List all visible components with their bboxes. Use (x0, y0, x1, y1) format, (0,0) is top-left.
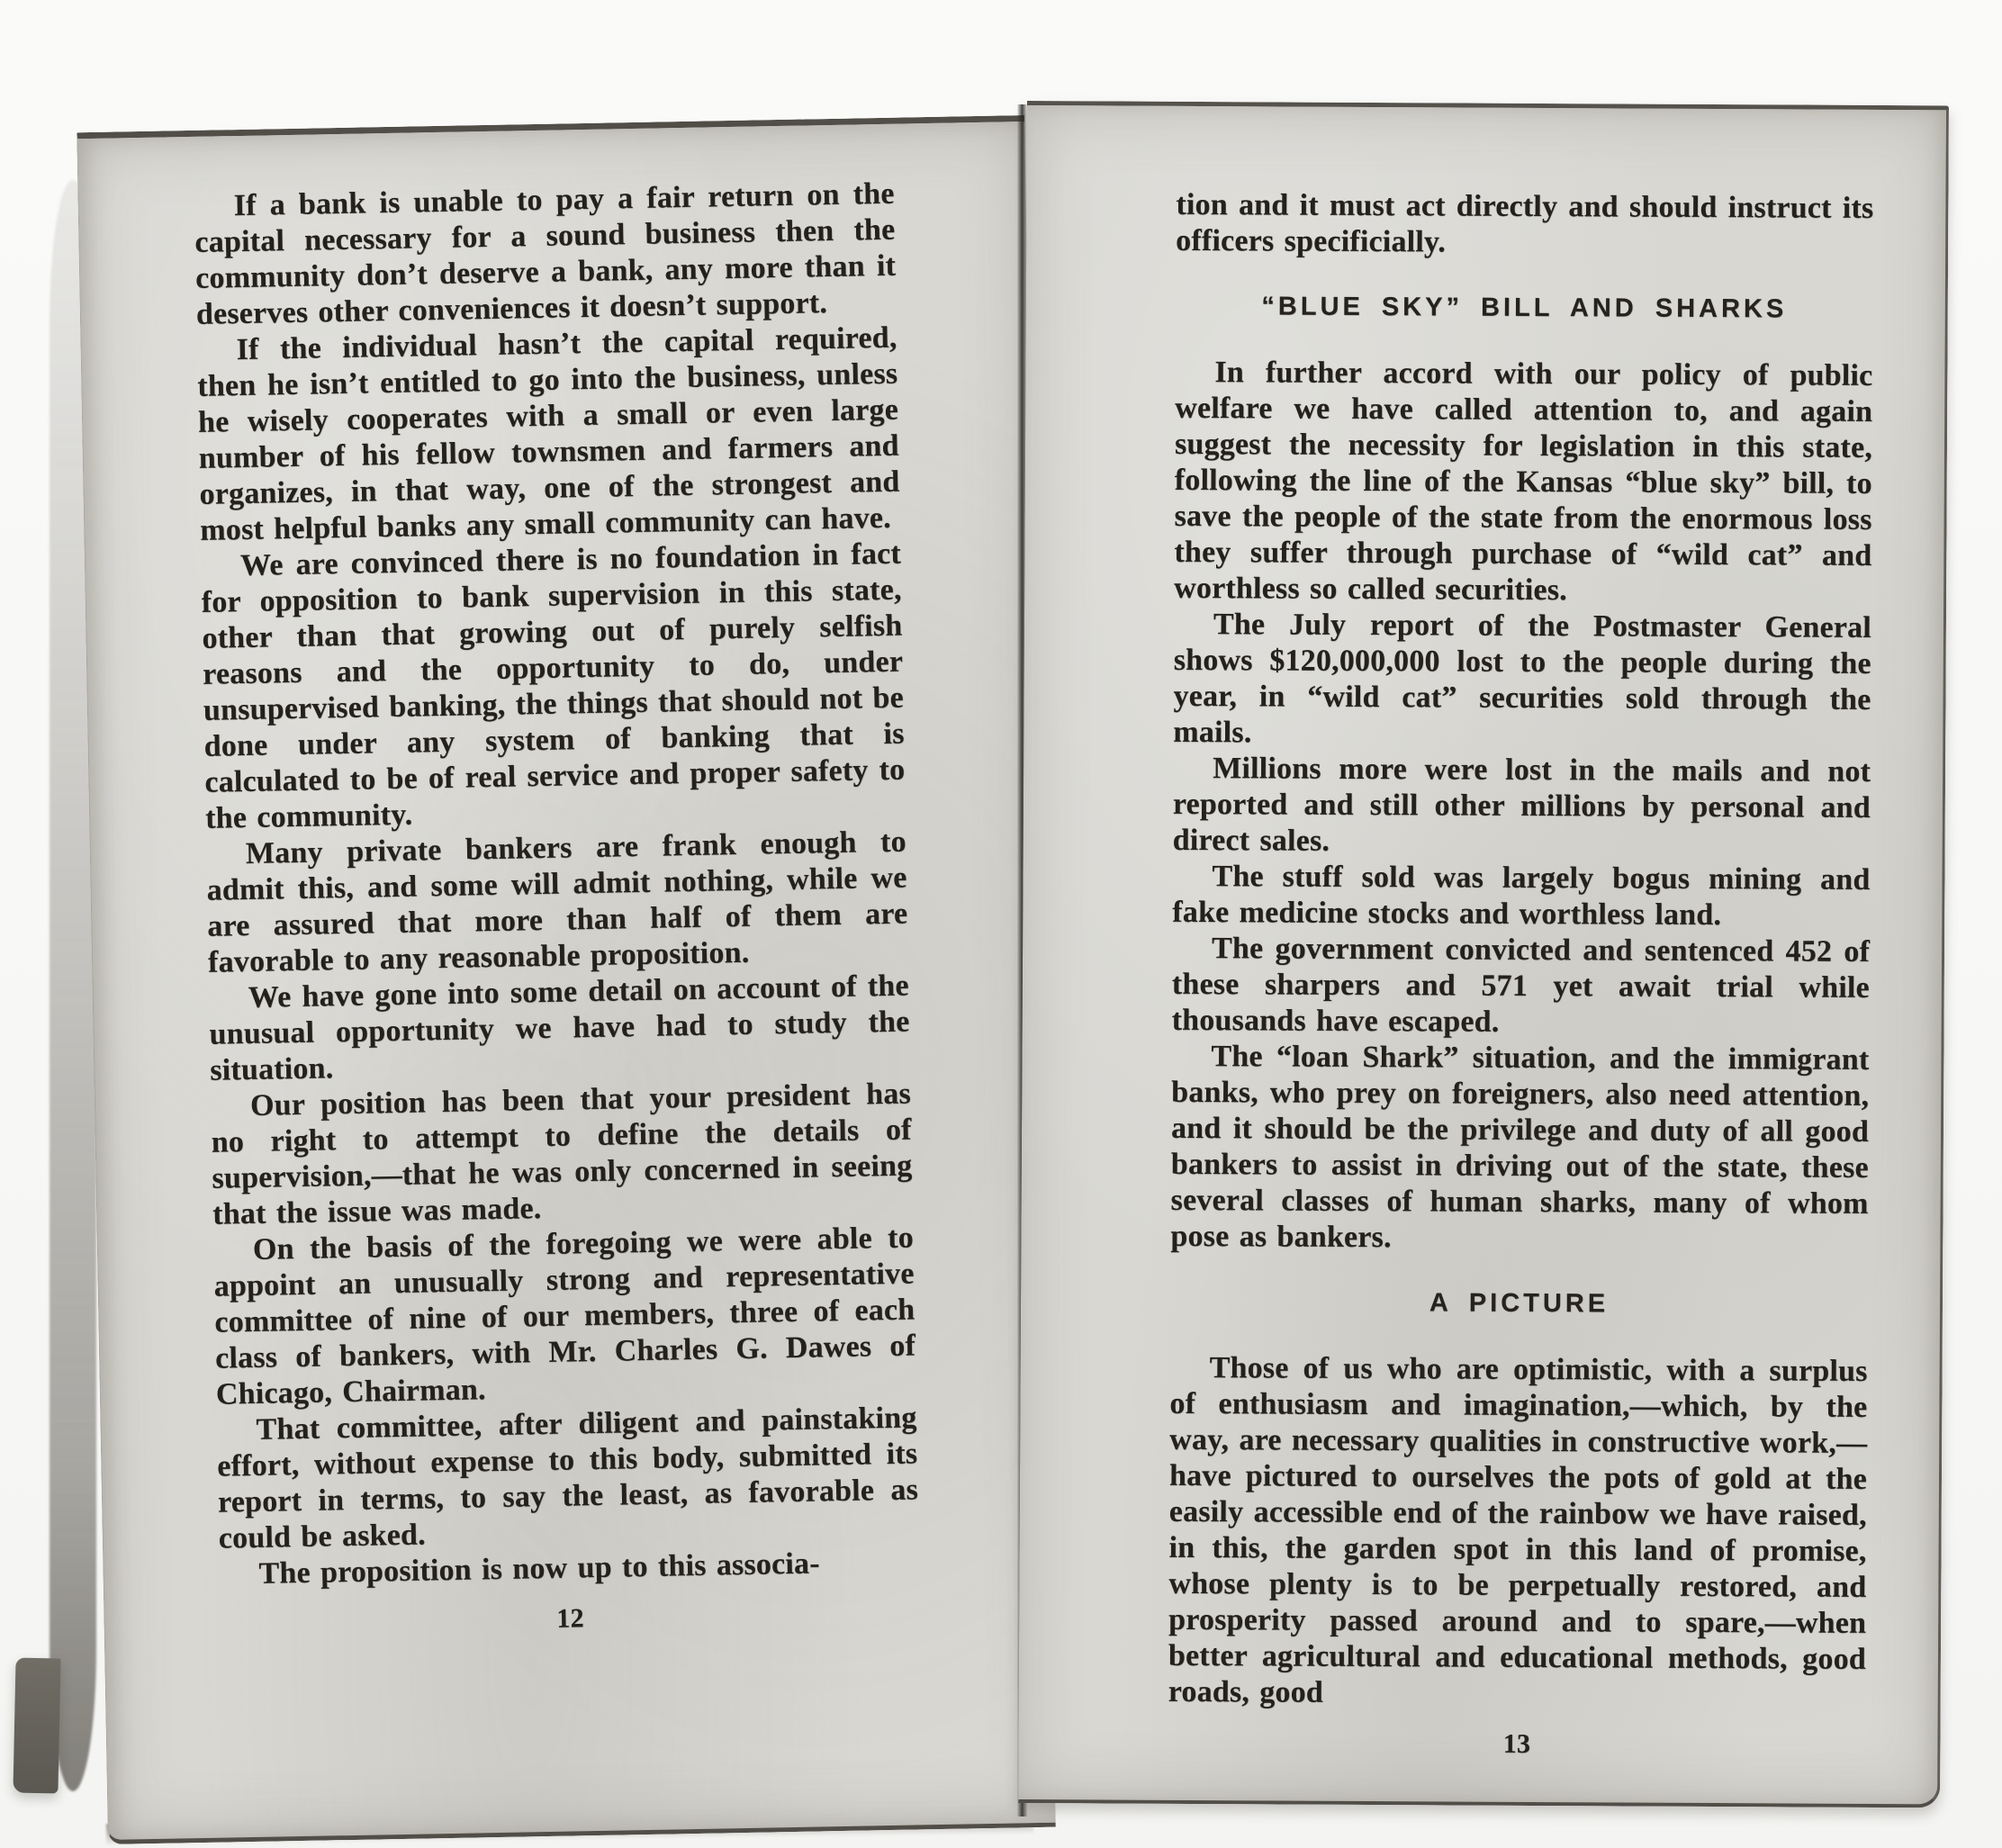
paragraph: The July report of the Postmaster General shows $120,000,000 lost to the people during the year, in “wild cat” securities sold through the mails. (1173, 608, 1872, 750)
paragraph: Many private bankers are frank enough to admit this, and some will admit nothing, while we are assured that more than half of them are favorable to any reasonable proposition. (206, 825, 908, 979)
page-right (1018, 101, 1949, 1807)
paragraph: We are convinced there is no foundation in fact for opposition to bank supervision in this state, other than that growing out of purely selfish reasons and the opportunity to do, under unsupervised banking, the things that should not be done under any system of banking that is calculated to be of real service and proper safety to the community. (201, 536, 906, 835)
page-left-text-column (77, 122, 1051, 1645)
paragraph: Millions more were lost in the mails and not reported and still other millions by personal and direct sales. (1172, 752, 1871, 858)
page-left (77, 115, 1056, 1844)
paragraph-continuation: tion and it must act directly and should instruct its officers specificially. (1176, 187, 1874, 259)
book-cover-corner (13, 1657, 60, 1793)
paragraph: We have gone into some detail on account of the unusual opportunity we have had to study the situation. (209, 969, 910, 1087)
section-heading-blue-sky: “BLUE SKY” BILL AND SHARKS (1261, 292, 1788, 324)
paragraph: The proposition is now up to this associa- (258, 1546, 821, 1591)
paragraph: The government convicted and sentenced 452 of these sharpers and 571 yet await trial while thousands have escaped. (1171, 932, 1871, 1039)
paragraph: That committee, after diligent and painstaking effort, without expense to this body, submitted its report in terms, to say the least, as favorable as could be asked. (217, 1401, 919, 1555)
paragraph: On the basis of the foregoing we were able to appoint an unusually strong and representative committee of nine of our members, three of each class of bankers, with Mr. Charles G. Dawes of Chicago, Chairman. (213, 1221, 916, 1411)
paragraph: Those of us who are optimistic, with a surplus of enthusiasm and imagination,—which, by the way, are necessary qualities in constructive work,—have pictured to ourselves the pots of gold at the easily accessible end of the rainbow we have raised, in this, the garden spot in this land of promise, whose plenty is to be perpetually restored, and prosperity passed around and to spare,—when better agricultural and educational methods, good roads, good (1168, 1351, 1868, 1709)
paragraph: In further accord with our policy of public welfare we have called attention to, and again suggest the necessity for legislation in this state, following the line of the Kansas “blue sky” bill, to save the people of the state from the enormous loss they suffer through purchase of “wild cat” and worthless so called securities. (1174, 356, 1873, 608)
page-right-text-column (1018, 105, 1946, 1764)
paragraph: If a bank is unable to pay a fair return on the capital necessary for a sound business then the community don’t deserve a bank, any more than it deserves other conveniences it doesn’t support. (194, 176, 897, 331)
section-heading-a-picture: A PICTURE (1429, 1288, 1610, 1319)
page-number-right: 13 (1502, 1728, 1531, 1759)
paragraph: The “loan Shark” situation, and the immigrant banks, who prey on foreigners, also need attention, and it should be the privilege and duty of all good bankers to assist in driving out of the state, these several classes of human sharks, many of whom pose as bankers. (1170, 1040, 1870, 1255)
paragraph: Our position has been that your president has no right to attempt to define the details of supervision,—that he was only concerned in seeing that the issue was made. (211, 1077, 913, 1231)
paragraph: The stuff sold was largely bogus mining and fake medicine stocks and worthless land. (1172, 860, 1871, 933)
page-number-left: 12 (556, 1603, 585, 1634)
paragraph: If the individual hasn’t the capital required, then he isn’t entitled to go into the business, unless he wisely cooperates with a small or even large number of his fellow townsmen and farmers and organizes, in that way, one of the strongest and most helpful banks any small community can have. (197, 320, 900, 547)
